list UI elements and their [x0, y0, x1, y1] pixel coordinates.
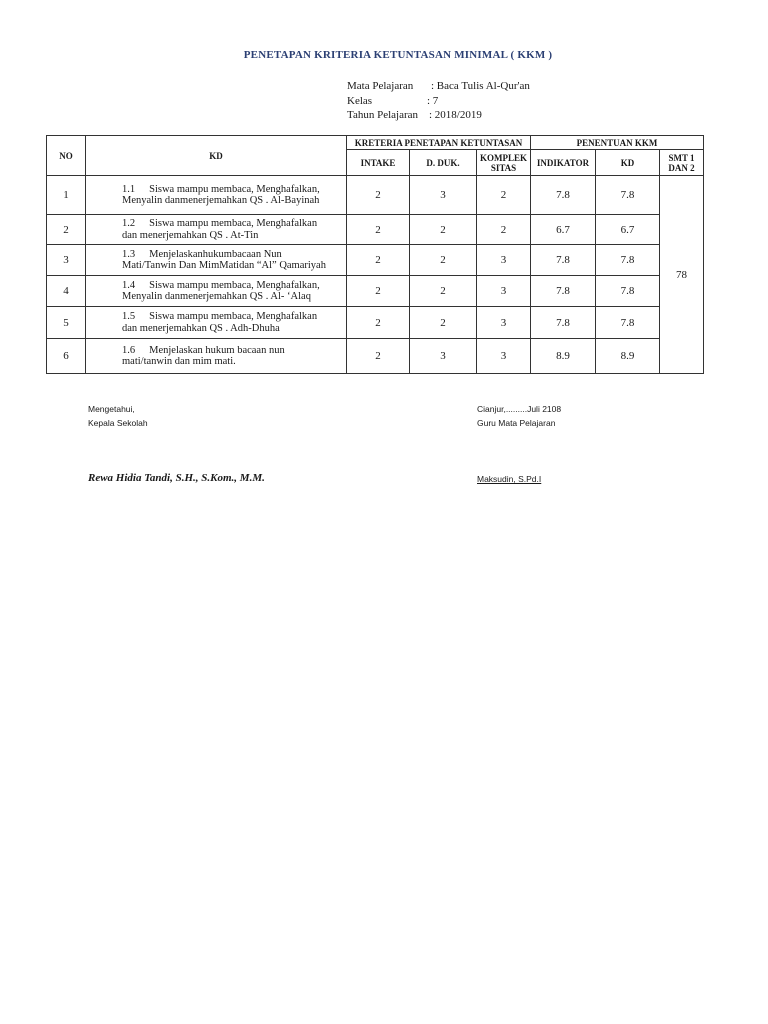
row-kd-value: 7.8 [596, 176, 660, 215]
row-indikator: 6.7 [531, 215, 596, 245]
header-smt-line1: SMT 1 [668, 152, 695, 163]
header-kompleksitas-line1: KOMPLEK [480, 152, 527, 163]
kd-number: 1.2 [122, 218, 136, 229]
row-no: 1 [47, 176, 86, 215]
row-kd [86, 307, 347, 339]
row-kd [86, 215, 347, 245]
kd-number: 1.4 [122, 279, 136, 291]
kd-line1: Siswa mampu membaca, Menghafalkan, [149, 279, 320, 291]
document-title: PENETAPAN KRITERIA KETUNTASAN MINIMAL ( KKM ) [243, 49, 553, 61]
meta-value: : Baca Tulis Al-Qur'an [431, 80, 530, 92]
row-dduk: 3 [410, 176, 477, 215]
principal-block [88, 403, 148, 430]
header-kompleksitas-line2: SITAS [490, 162, 517, 173]
kd-line2: dan menerjemahkan QS . Adh-Dhuha [122, 322, 280, 334]
row-kd-value: 8.9 [596, 339, 660, 374]
row-no: 5 [47, 307, 86, 339]
row-kd-value: 7.8 [596, 276, 660, 307]
row-kd-value: 7.8 [596, 245, 660, 276]
header-kompleksitas [477, 150, 531, 176]
header-indikator: INDIKATOR [531, 150, 596, 176]
principal-title: Kepala Sekolah [88, 417, 148, 428]
row-dduk: 2 [410, 276, 477, 307]
kd-number: 1.5 [122, 311, 136, 322]
meta-value: : 7 [427, 94, 439, 107]
meta-label: Tahun Pelajaran [347, 109, 419, 121]
row-intake: 2 [347, 245, 410, 276]
header-kreteria: KRETERIA PENETAPAN KETUNTASAN [347, 136, 531, 150]
kd-line2: Menyalin danmenerjemahkan QS . Al- ‘Alaq [122, 291, 311, 302]
header-smt-line2: DAN 2 [668, 162, 695, 173]
row-no: 6 [47, 339, 86, 374]
smt-value: 78 [660, 176, 704, 374]
header-smt [660, 150, 704, 176]
meta-value: : 2018/2019 [429, 109, 482, 121]
header-intake: INTAKE [347, 150, 410, 176]
meta-label: Kelas [347, 94, 373, 107]
row-indikator: 7.8 [531, 176, 596, 215]
row-intake: 2 [347, 339, 410, 374]
header-penentuan: PENENTUAN KKM [531, 136, 704, 150]
row-intake: 2 [347, 276, 410, 307]
kd-line1: Menjelaskan hukum bacaan nun [149, 344, 285, 356]
kkm-table [46, 135, 704, 374]
row-kd-value: 7.8 [596, 307, 660, 339]
kd-line1: Menjelaskanhukumbacaan Nun [149, 248, 282, 260]
row-kompleksitas: 3 [477, 339, 531, 374]
row-no: 3 [47, 245, 86, 276]
table-row [47, 307, 704, 339]
row-dduk: 2 [410, 307, 477, 339]
row-dduk: 3 [410, 339, 477, 374]
row-kompleksitas: 2 [477, 215, 531, 245]
row-kd [86, 276, 347, 307]
teacher-title: Guru Mata Pelajaran [477, 417, 556, 428]
header-no: NO [47, 136, 86, 176]
kd-line2: dan menerjemahkan QS . At-Tin [122, 229, 259, 241]
kd-line2: Menyalin danmenerjemahkan QS . Al-Bayinah [122, 195, 320, 206]
row-kd [86, 245, 347, 276]
row-kd [86, 339, 347, 374]
row-kompleksitas: 3 [477, 276, 531, 307]
row-dduk: 2 [410, 245, 477, 276]
kd-line2: Mati/Tanwin Dan MimMatidan “Al” Qamariyah [122, 260, 326, 271]
kd-number: 1.1 [122, 183, 136, 195]
row-indikator: 7.8 [531, 245, 596, 276]
place-date: Cianjur,.........Juli 2108 [477, 404, 562, 414]
teacher-block [477, 403, 561, 430]
row-no: 4 [47, 276, 86, 307]
row-indikator: 7.8 [531, 307, 596, 339]
header-dduk: D. DUK. [410, 150, 477, 176]
row-kd [86, 176, 347, 215]
row-intake: 2 [347, 215, 410, 245]
header-kd: KD [86, 136, 347, 176]
table-row [47, 215, 704, 245]
row-intake: 2 [347, 176, 410, 215]
row-indikator: 7.8 [531, 276, 596, 307]
kd-line1: Siswa mampu membaca, Menghafalkan, [149, 183, 320, 195]
teacher-name: Maksudin, S.Pd.I [477, 474, 542, 484]
table-row [47, 276, 704, 307]
row-intake: 2 [347, 307, 410, 339]
row-kompleksitas: 2 [477, 176, 531, 215]
row-kd-value: 6.7 [596, 215, 660, 245]
row-no: 2 [47, 215, 86, 245]
kd-number: 1.3 [122, 248, 136, 260]
table-row [47, 339, 704, 374]
kd-line2: mati/tanwin dan mim mati. [122, 356, 236, 367]
acknowledged-label: Mengetahui, [88, 404, 135, 414]
row-indikator: 8.9 [531, 339, 596, 374]
row-kompleksitas: 3 [477, 245, 531, 276]
kd-line1: Siswa mampu membaca, Menghafalkan [149, 218, 318, 229]
principal-name: Rewa Hidia Tandi, S.H., S.Kom., M.M. [88, 472, 265, 484]
meta-label: Mata Pelajaran [347, 80, 414, 92]
header-kd-value: KD [596, 150, 660, 176]
row-kompleksitas: 3 [477, 307, 531, 339]
table-row [47, 176, 704, 215]
table-row [47, 245, 704, 276]
row-dduk: 2 [410, 215, 477, 245]
kd-line1: Siswa mampu membaca, Menghafalkan [149, 311, 318, 322]
kd-number: 1.6 [122, 344, 136, 356]
